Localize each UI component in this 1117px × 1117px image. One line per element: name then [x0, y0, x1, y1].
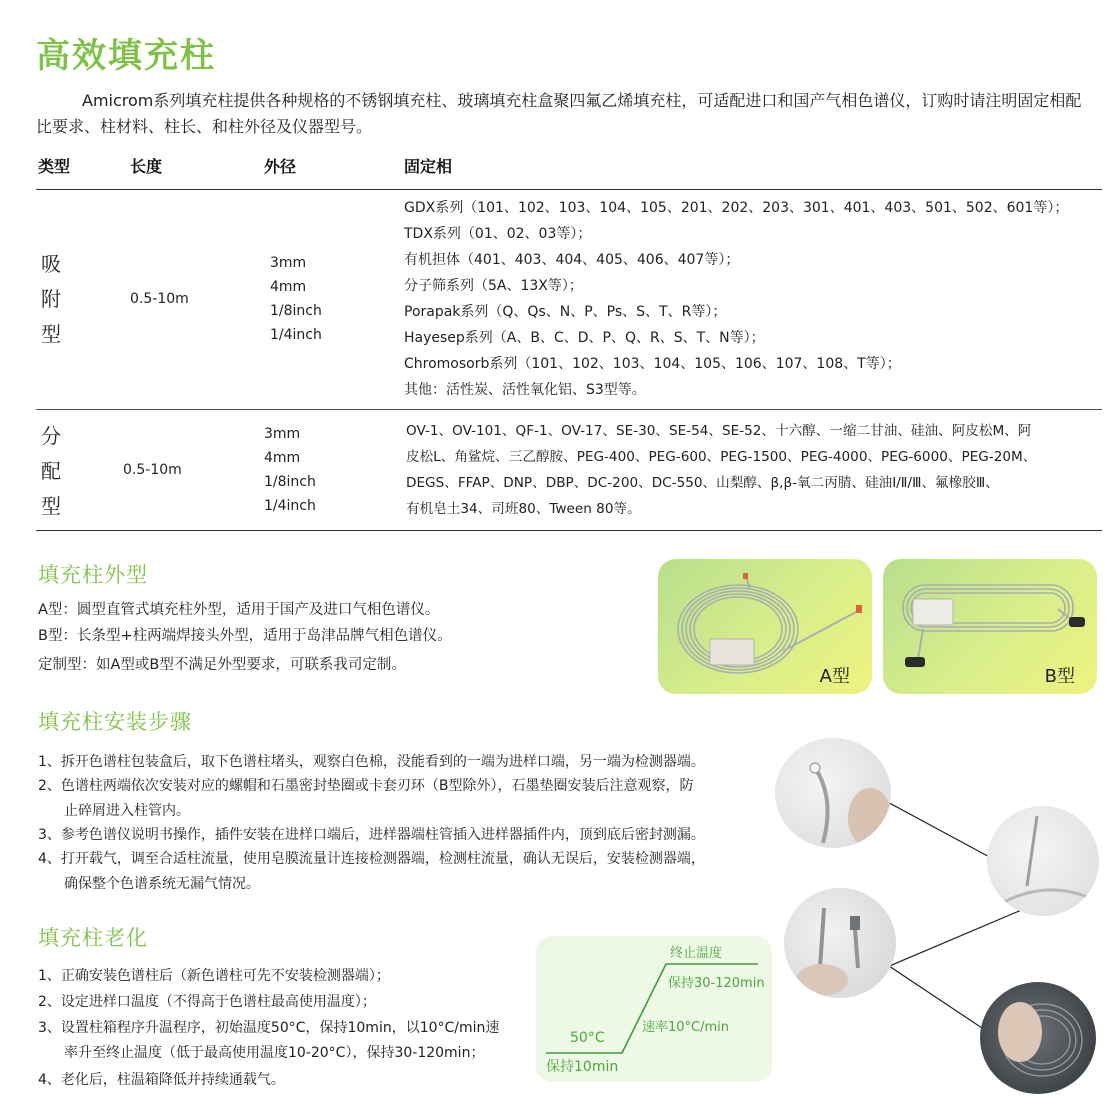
table-rule-top — [36, 189, 1102, 190]
type-char: 型 — [41, 322, 61, 346]
init-temp-label: 50°C — [570, 1030, 605, 1046]
install-step — [38, 847, 768, 896]
ramp-rate-label: 速率10°C/min — [642, 1020, 730, 1035]
hold-init-label: 保持10min — [546, 1059, 619, 1075]
od-item: 4mm — [270, 279, 307, 295]
step-text: 1、拆开色谱柱包装盒后，取下色谱柱堵头，观察白色棉，没能看到的一端为进样口端，另一端为检测器端。 — [38, 754, 705, 770]
step-text: 3、参考色谱仪说明书操作，插件安装在进样口端后，进样器端柱管插入进样器插件内，顶到底后密封测漏。 — [38, 827, 705, 843]
header-phase: 固定相 — [404, 157, 453, 176]
column-photo-b — [883, 559, 1097, 694]
section-heading-aging: 填充柱老化 — [38, 926, 148, 950]
step-text: 2、设定进样口温度（不得高于色谱柱最高使用温度）； — [38, 994, 376, 1010]
od-item: 4mm — [264, 450, 301, 466]
phase-line: 有机皂土34、司班80、Tween 80等。 — [406, 501, 641, 517]
row-od-list — [264, 422, 316, 518]
header-type: 类型 — [38, 157, 71, 176]
intro-text: Amicrom系列填充柱提供各种规格的不锈钢填充柱、玻璃填充柱盒聚四氟乙烯填充柱，可适配进口和国产气相色谱仪，订购时请注明固定相配比要求、柱材料、柱长、和柱外径及仪器型号。 — [36, 91, 1082, 136]
section-heading-shape: 填充柱外型 — [38, 563, 148, 587]
phase-line: 其他：活性炭、活性氧化铝、S3型等。 — [404, 382, 646, 398]
phase-line: DEGS、FFAP、DNP、DBP、DC-200、DC-550、山梨醇、β,β-氧二丙腈、硅油Ⅰ/Ⅱ/Ⅲ、氟橡胶Ⅲ、 — [406, 475, 999, 491]
row-phase-list — [404, 195, 1068, 403]
type-char: 配 — [41, 459, 61, 483]
phase-line: OV-1、OV-101、QF-1、OV-17、SE-30、SE-54、SE-52、十六醇、一缩二甘油、硅油、阿皮松M、阿 — [406, 423, 1032, 439]
od-item: 1/8inch — [264, 474, 316, 490]
step-text: 2、色谱柱两端依次安装对应的螺帽和石墨密封垫圈或卡套刃环（B型除外），石墨垫圈安装后注意观察，防 — [38, 778, 694, 794]
install-step — [38, 774, 768, 823]
page-title: 高效填充柱 — [36, 36, 216, 76]
ferrule-nut-icon — [784, 888, 896, 998]
od-item: 3mm — [264, 426, 301, 442]
aging-step — [38, 1016, 538, 1065]
final-temp-label: 终止温度 — [670, 946, 723, 961]
row-phase-list — [406, 418, 1036, 522]
hold-final-label: 保持30-120min — [668, 976, 765, 991]
step-continuation: 确保整个色谱系统无漏气情况。 — [64, 875, 260, 892]
section-heading-install: 填充柱安装步骤 — [38, 710, 192, 734]
phase-line: 皮松L、角鲨烷、三乙醇胺、PEG-400、PEG-600、PEG-1500、PEG-4000、PEG-6000、PEG-20M、 — [406, 449, 1037, 465]
type-char: 附 — [41, 287, 61, 311]
row-length: 0.5-10m — [123, 462, 182, 478]
table-rule-mid — [36, 409, 1102, 410]
shape-line: B型：长条型+柱两端焊接头外型，适用于岛津品牌气相色谱仪。 — [38, 628, 452, 644]
od-item: 1/4inch — [264, 498, 316, 514]
photo-a-label: A型 — [819, 666, 850, 687]
od-item: 1/4inch — [270, 327, 322, 343]
phase-line: Porapak系列（Q、Qs、N、P、Ps、S、T、R等）； — [404, 304, 727, 320]
step-text: 4、打开载气，调至合适柱流量，使用皂膜流量计连接检测器端，检测柱流量，确认无误后，安装检测器端， — [38, 851, 705, 867]
install-step — [38, 750, 768, 775]
step-text: 1、正确安装色谱柱后（新色谱柱可先不安装检测器端）； — [38, 968, 390, 984]
phase-line: 分子筛系列（5A、13X等）； — [404, 278, 583, 294]
shape-line: 定制型：如A型或B型不满足外型要求，可联系我司定制。 — [38, 657, 406, 673]
install-photo-1 — [775, 738, 891, 848]
column-tube-icon — [987, 806, 1099, 916]
row-length: 0.5-10m — [130, 291, 189, 307]
column-end-icon — [775, 738, 891, 848]
type-char: 分 — [41, 424, 61, 448]
header-od: 外径 — [264, 157, 297, 176]
phase-line: Chromosorb系列（101、102、103、104、105、106、107、108、T等）； — [404, 356, 901, 372]
od-item: 1/8inch — [270, 303, 322, 319]
install-photo-2 — [987, 806, 1099, 916]
row-od-list — [270, 251, 322, 347]
install-photo-4 — [980, 982, 1096, 1094]
step-text: 3、设置柱箱程序升温程序，初始温度50°C，保持10min，以10°C/min速 — [38, 1020, 500, 1036]
step-continuation: 率升至终止温度（低于最高使用温度10-20°C），保持30-120min； — [64, 1044, 485, 1061]
install-step — [38, 823, 768, 848]
step-continuation: 止碎屑进入柱管内。 — [64, 802, 190, 819]
od-item: 3mm — [270, 255, 307, 271]
aging-step — [38, 990, 538, 1015]
step-text: 4、老化后，柱温箱降低并持续通载气。 — [38, 1072, 285, 1088]
install-photo-3 — [784, 888, 896, 998]
table-rule-bottom — [36, 530, 1102, 531]
phase-line: GDX系列（101、102、103、104、105、201、202、203、301、401、403、501、502、601等）； — [404, 200, 1069, 216]
shape-line: A型：圆型直管式填充柱外型，适用于国产及进口气相色谱仪。 — [38, 602, 440, 618]
phase-line: Hayesep系列（A、B、C、D、P、Q、R、S、T、N等）； — [404, 330, 765, 346]
column-photo-a — [658, 559, 872, 694]
oven-installation-icon — [980, 982, 1096, 1094]
intro-paragraph — [36, 88, 1096, 140]
row-type-adsorption — [41, 247, 71, 352]
row-type-partition — [41, 419, 71, 524]
header-length: 长度 — [130, 157, 163, 176]
type-char: 吸 — [41, 252, 61, 276]
aging-step — [38, 1068, 538, 1093]
phase-line: 有机担体（401、403、404、405、406、407等）； — [404, 252, 740, 268]
aging-temperature-program — [536, 936, 772, 1082]
aging-step — [38, 964, 538, 989]
photo-b-label: B型 — [1044, 666, 1075, 687]
type-char: 型 — [41, 494, 61, 518]
phase-line: TDX系列（01、02、03等）； — [404, 226, 592, 242]
